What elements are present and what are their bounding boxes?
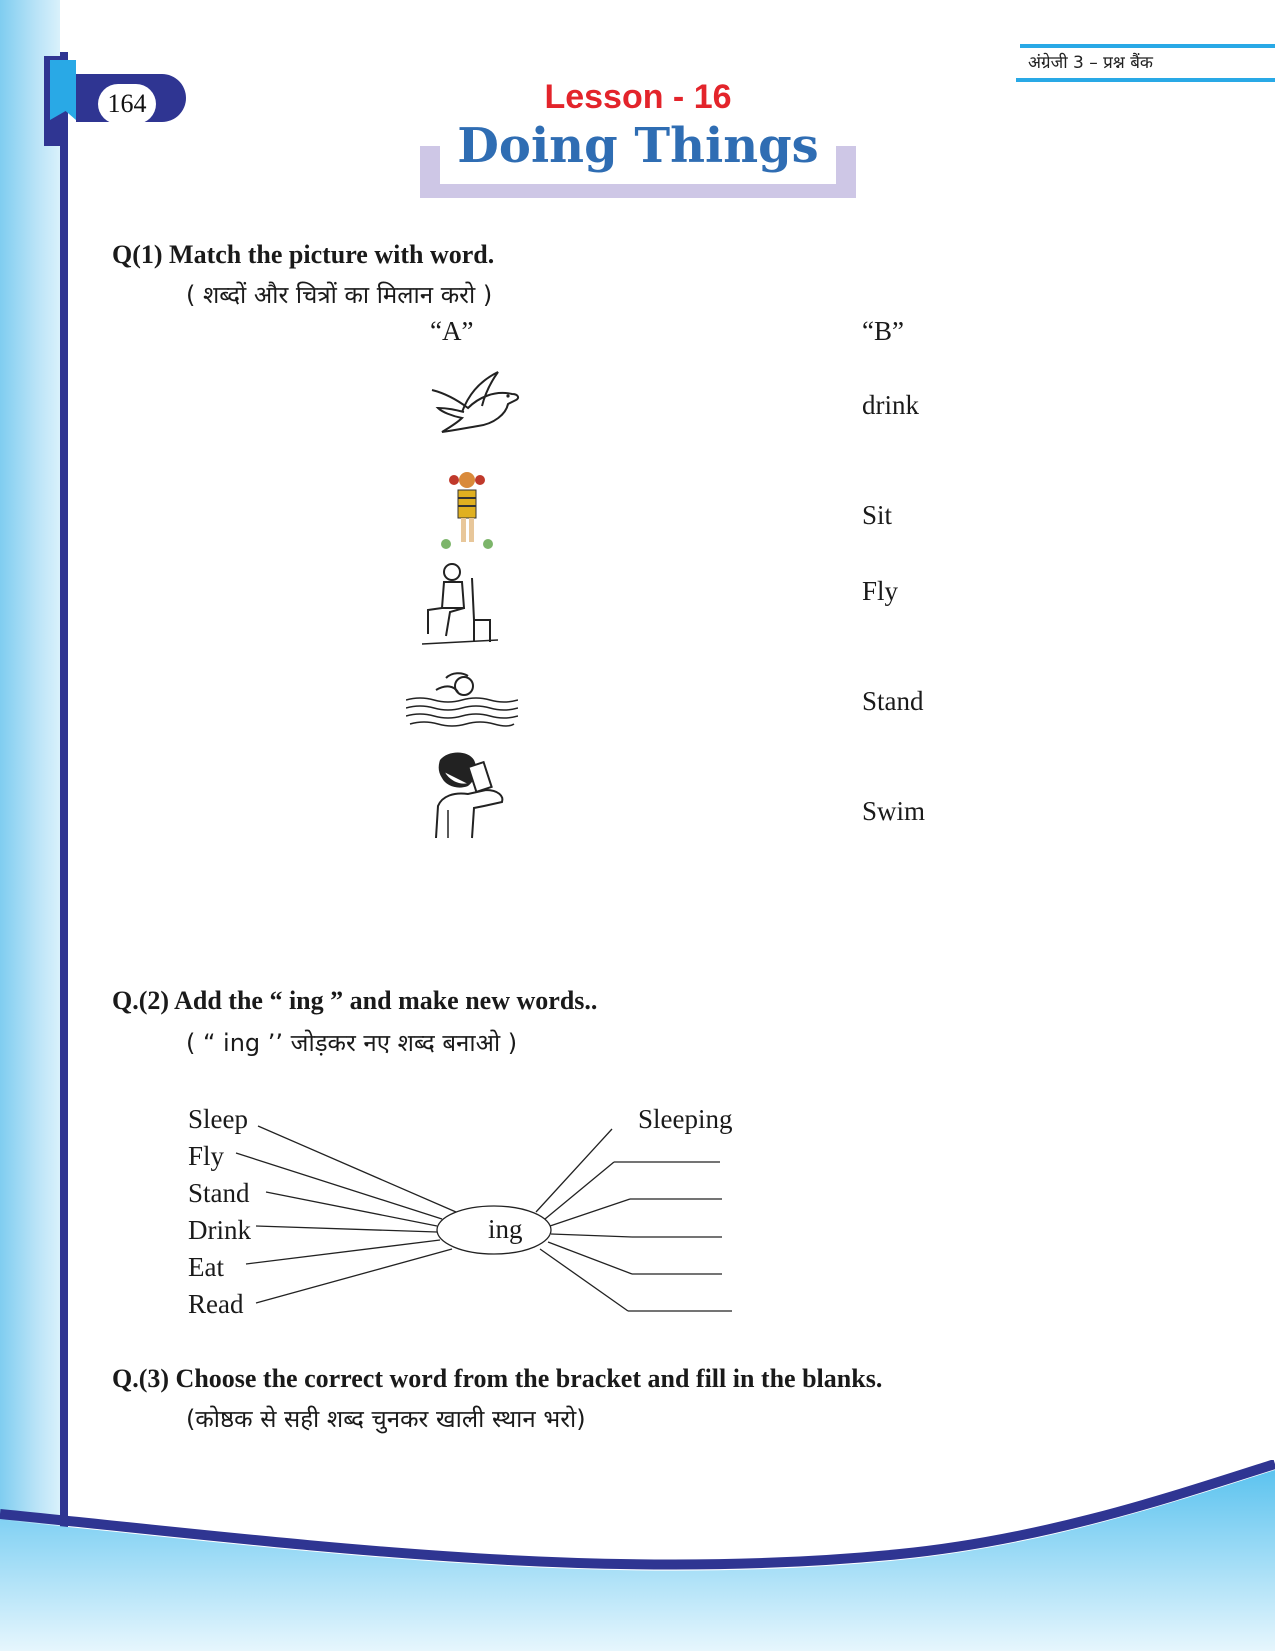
book-label: अंग्रेजी 3 – प्रश्न बैंक — [1028, 53, 1153, 73]
q1-hindi: ( शब्दों और चित्रों का मिलान करो ) — [186, 281, 493, 309]
q3-title: Q.(3) Choose the correct word from the bracket and fill in the blanks. — [112, 1364, 883, 1393]
q2-left-word: Stand — [188, 1178, 250, 1208]
q2-first-answer: Sleeping — [638, 1104, 733, 1134]
lesson-title: Doing Things — [457, 118, 819, 174]
column-b-label: “B” — [862, 316, 904, 346]
q2-left-word: Sleep — [188, 1104, 248, 1134]
q1-title: Q(1) Match the picture with word. — [112, 240, 495, 269]
column-a-label: “A” — [430, 316, 474, 346]
q2-left-word: Fly — [188, 1141, 225, 1171]
ing-center-label: ing — [488, 1214, 523, 1244]
q2-title: Q.(2) Add the “ ing ” and make new words.. — [112, 986, 598, 1015]
q2-left-word: Read — [188, 1289, 244, 1319]
bottom-wave — [0, 1460, 1275, 1651]
q2-left-word: Eat — [188, 1252, 224, 1282]
q2-hindi: ( “ ing ’’ जोड़कर नए शब्द बनाओ ) — [186, 1029, 518, 1057]
q1-word: drink — [862, 390, 919, 420]
q1-word: Swim — [862, 796, 926, 826]
q1-word: Stand — [862, 686, 924, 716]
q1-word: Sit — [862, 500, 893, 530]
page-number: 164 — [98, 84, 156, 124]
q3-hindi: (कोष्ठक से सही शब्द चुनकर खाली स्थान भरो) — [186, 1405, 586, 1433]
q2-left-word: Drink — [188, 1215, 251, 1245]
q1-word: Fly — [862, 576, 899, 606]
lesson-number: Lesson - 16 — [544, 78, 732, 116]
